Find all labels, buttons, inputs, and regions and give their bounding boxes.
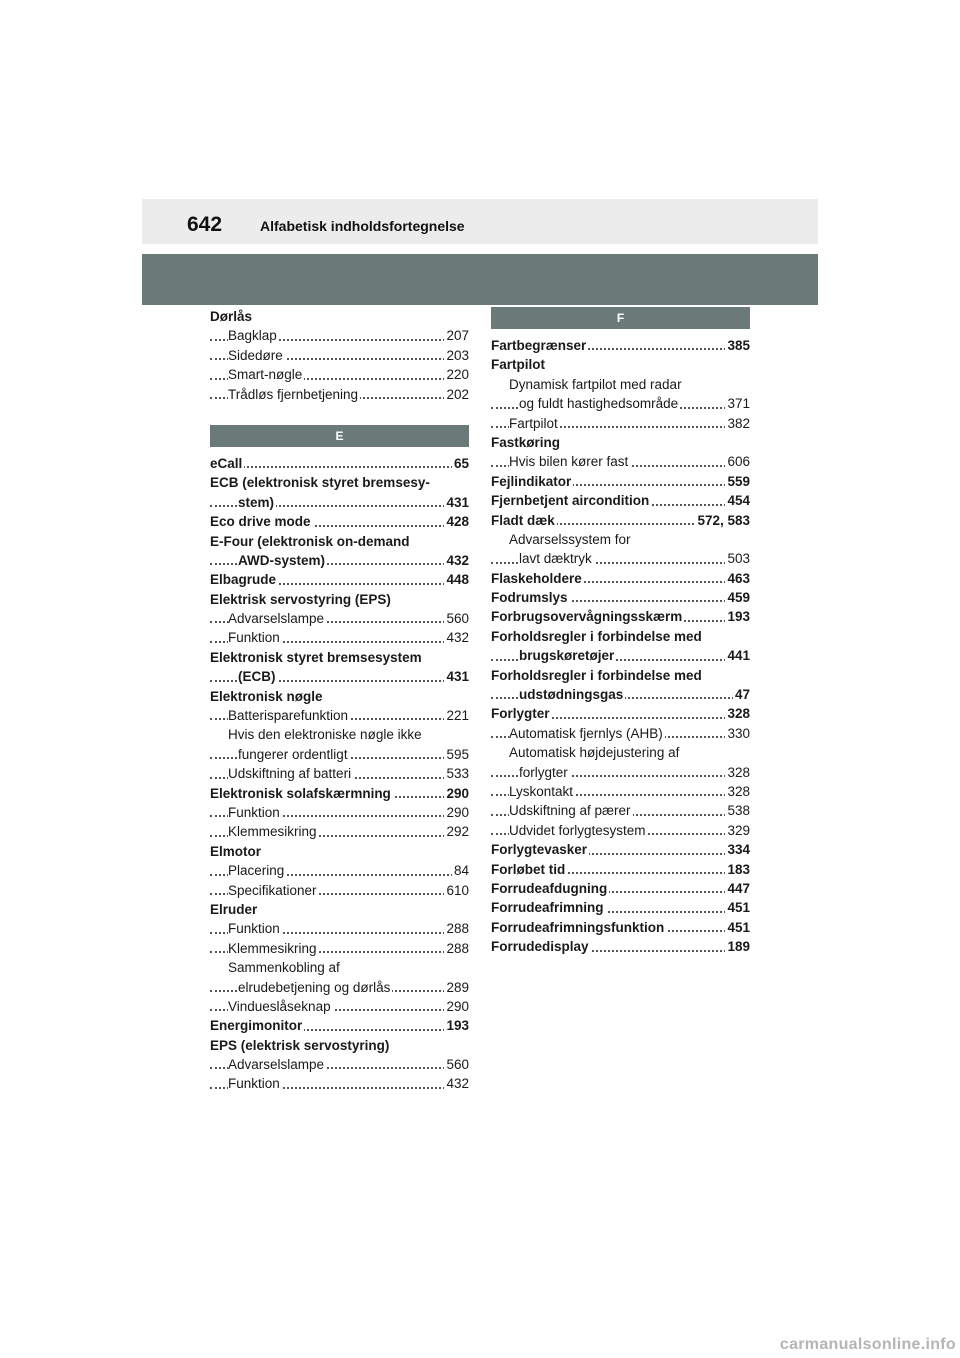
index-group-dorlas [210, 307, 469, 404]
index-entry-page: 559 [725, 472, 750, 491]
index-entry [210, 939, 469, 958]
index-entry-page: 385 [725, 336, 750, 355]
index-entry-page: 330 [725, 724, 750, 743]
index-entry [491, 452, 750, 471]
index-entry-page: 202 [444, 385, 469, 404]
index-entry-page: 290 [444, 803, 469, 822]
index-entry-page: 193 [444, 1016, 469, 1035]
index-entry-text: Fartpilot [491, 357, 545, 373]
index-entry [210, 570, 469, 589]
index-entry [210, 609, 469, 628]
index-entry-page: 371 [725, 394, 750, 413]
index-entry [210, 900, 469, 919]
index-group-e [210, 454, 469, 1094]
index-entry [210, 628, 469, 647]
index-entry [210, 307, 469, 326]
index-entry-text: brugskøretøjer [519, 648, 615, 664]
index-entry [491, 569, 750, 588]
index-entry-text: Udskiftning af batteri [228, 766, 352, 782]
index-entry-text: Elruder [210, 901, 258, 917]
index-entry-page: 65 [452, 454, 469, 473]
index-entry [491, 860, 750, 879]
index-entry [210, 551, 469, 570]
index-entry [210, 532, 469, 551]
index-entry-text: Fodrumslys [491, 590, 568, 606]
index-entry-text: Fejlindikator [491, 473, 572, 489]
index-entry [210, 385, 469, 404]
index-entry-text: Funktion [228, 804, 280, 820]
index-entry [491, 336, 750, 355]
index-entry-text: Vindueslåseknap [228, 998, 331, 1014]
index-entry [210, 861, 469, 880]
index-entry [491, 530, 750, 549]
index-entry-page: 328 [725, 763, 750, 782]
index-entry-text: Hvis den elektroniske nøgle ikke [228, 727, 422, 743]
index-entry-page: 610 [444, 881, 469, 900]
index-entry-page: 289 [444, 978, 469, 997]
index-entry-page: 448 [444, 570, 469, 589]
index-entry-text: EPS (elektrisk servostyring) [210, 1037, 390, 1053]
index-entry-page: 560 [444, 1055, 469, 1074]
index-entry-page: 290 [444, 784, 469, 803]
index-entry-text: Klemmesikring [228, 824, 317, 840]
index-entry [210, 454, 469, 473]
index-entry [491, 355, 750, 374]
index-entry [491, 743, 750, 762]
index-entry-page: 560 [444, 609, 469, 628]
index-entry [210, 365, 469, 384]
index-entry [210, 958, 469, 977]
index-entry-text: Forlygter [491, 706, 550, 722]
index-entry [210, 1055, 469, 1074]
index-entry-page: 221 [444, 706, 469, 725]
index-entry [491, 472, 750, 491]
index-entry-page: 203 [444, 346, 469, 365]
index-group-f [491, 336, 750, 957]
index-entry-text: lavt dæktryk [519, 551, 592, 567]
index-entry-page: 451 [725, 898, 750, 917]
index-entry-text: Forløbet tid [491, 861, 566, 877]
index-entry-text: (ECB) [238, 669, 276, 685]
index-entry-text: ECB (elektronisk styret bremsesy- [210, 475, 430, 491]
index-entry [210, 590, 469, 609]
index-entry-text: Funktion [228, 630, 280, 646]
page-header [142, 199, 818, 244]
index-entry-page: 183 [725, 860, 750, 879]
section-header-e: E [210, 425, 469, 447]
index-entry-text: udstødningsgas [519, 687, 624, 703]
page-number: 642 [187, 213, 223, 236]
index-column-right [491, 307, 750, 957]
index-entry-text: Smart-nøgle [228, 367, 303, 383]
index-entry-page: 431 [444, 493, 469, 512]
index-entry-text: Eco drive mode [210, 514, 311, 530]
index-entry [491, 666, 750, 685]
index-entry [491, 879, 750, 898]
index-entry [210, 725, 469, 744]
index-entry-page: 328 [725, 704, 750, 723]
index-entry [210, 706, 469, 725]
index-entry [491, 801, 750, 820]
index-entry-text: Fjernbetjent aircondition [491, 493, 650, 509]
index-entry-text: Elbagrude [210, 572, 277, 588]
index-entry-text: Advarselssystem for [509, 531, 631, 547]
index-entry-text: Forbrugsovervågningsskærm [491, 609, 683, 625]
index-entry-page: 292 [444, 822, 469, 841]
index-entry-text: Elektrisk servostyring (EPS) [210, 591, 391, 607]
index-entry-text: Batterisparefunktion [228, 708, 349, 724]
index-entry-page: 503 [725, 549, 750, 568]
index-entry-text: elrudebetjening og dørlås [238, 979, 391, 995]
index-entry [210, 997, 469, 1016]
index-entry-text: Forrudedisplay [491, 939, 589, 955]
index-entry [491, 782, 750, 801]
index-entry [491, 375, 750, 394]
index-entry-page: 606 [725, 452, 750, 471]
index-entry-page: 428 [444, 512, 469, 531]
index-entry [210, 1074, 469, 1093]
index-entry-text: Specifikationer [228, 882, 317, 898]
index-entry [210, 881, 469, 900]
index-entry-text: Bagklap [228, 328, 277, 344]
index-entry-text: Fastkøring [491, 434, 561, 450]
index-entry [491, 937, 750, 956]
page-title: Alfabetisk indholdsfortegnelse [260, 218, 465, 234]
index-entry-page: 84 [452, 861, 469, 880]
index-entry-text: Dynamisk fartpilot med radar [509, 376, 682, 392]
index-entry [491, 491, 750, 510]
index-entry-text: Automatisk højdejustering af [509, 745, 680, 761]
index-entry-text: Elektronisk nøgle [210, 688, 323, 704]
index-entry-text: forlygter [519, 764, 568, 780]
index-entry-text: Udvidet forlygtesystem [509, 822, 646, 838]
index-entry-page: 432 [444, 551, 469, 570]
index-entry-text: Advarselslampe [228, 1057, 325, 1073]
index-entry [210, 346, 469, 365]
index-entry [210, 473, 469, 492]
section-header-f: F [491, 307, 750, 329]
index-entry-page: 329 [725, 821, 750, 840]
index-entry-text: Trådløs fjernbetjening [228, 386, 359, 402]
index-entry-text: Sammenkobling af [228, 960, 340, 976]
index-entry-page: 288 [444, 919, 469, 938]
index-column-left [210, 307, 469, 1094]
index-entry-text: eCall [210, 455, 243, 471]
index-entry [491, 724, 750, 743]
index-entry [210, 822, 469, 841]
index-entry [491, 588, 750, 607]
index-entry-text: Forrudeafrimning [491, 900, 604, 916]
index-entry-page: 432 [444, 628, 469, 647]
index-entry-page: 533 [444, 764, 469, 783]
index-entry [210, 842, 469, 861]
index-entry [210, 326, 469, 345]
index-entry-page: 382 [725, 414, 750, 433]
index-entry-page: 441 [725, 646, 750, 665]
index-entry-text: Lyskontakt [509, 783, 574, 799]
index-entry-text: Elmotor [210, 843, 262, 859]
index-entry-page: 432 [444, 1074, 469, 1093]
index-entry [210, 764, 469, 783]
index-entry-text: Funktion [228, 1076, 280, 1092]
index-entry [491, 549, 750, 568]
index-entry-text: Placering [228, 863, 285, 879]
index-entry-text: fungerer ordentligt [238, 746, 348, 762]
index-entry [491, 763, 750, 782]
index-entry-page: 328 [725, 782, 750, 801]
index-entry [210, 978, 469, 997]
index-entry-text: Forholdsregler i forbindelse med [491, 628, 702, 644]
index-entry-text: Elektronisk solafskærmning [210, 785, 391, 801]
index-entry-text: Klemmesikring [228, 940, 317, 956]
index-entry-page: 454 [725, 491, 750, 510]
index-entry-text: Flaskeholdere [491, 570, 582, 586]
index-entry-text: Forlygtevasker [491, 842, 588, 858]
index-entry-text: Fladt dæk [491, 512, 555, 528]
index-entry-text: og fuldt hastighedsområde [519, 396, 679, 412]
index-entry [491, 627, 750, 646]
index-entry-text: Advarselslampe [228, 611, 325, 627]
index-entry [210, 667, 469, 686]
index-entry [491, 898, 750, 917]
index-entry [491, 821, 750, 840]
index-entry-page: 193 [725, 607, 750, 626]
index-entry [210, 803, 469, 822]
index-entry [491, 511, 750, 530]
index-entry-page: 189 [725, 937, 750, 956]
index-entry-text: Energimonitor [210, 1018, 303, 1034]
index-entry [491, 433, 750, 452]
index-entry [210, 648, 469, 667]
index-entry [491, 607, 750, 626]
index-entry-text: Forrudeafdugning [491, 880, 608, 896]
index-entry-text: Dørlås [210, 309, 253, 324]
index-entry-text: Udskiftning af pærer [509, 803, 631, 819]
index-entry-page: 451 [725, 918, 750, 937]
index-entry-page: 459 [725, 588, 750, 607]
index-entry-page: 334 [725, 840, 750, 859]
index-entry-text: AWD-system) [238, 552, 326, 568]
index-entry-page: 538 [725, 801, 750, 820]
index-entry-text: Elektronisk styret bremsesystem [210, 649, 422, 665]
header-band [142, 254, 818, 305]
index-entry-page: 595 [444, 745, 469, 764]
index-entry [491, 646, 750, 665]
index-entry-text: Funktion [228, 921, 280, 937]
index-entry [210, 784, 469, 803]
index-entry [491, 685, 750, 704]
index-entry-page: 463 [725, 569, 750, 588]
index-entry-text: Automatisk fjernlys (AHB) [509, 725, 663, 741]
dot-leader [210, 466, 469, 468]
index-entry-page: 220 [444, 365, 469, 384]
index-entry [491, 840, 750, 859]
index-entry-text: Hvis bilen kører fast [509, 454, 629, 470]
index-entry-page: 447 [725, 879, 750, 898]
index-entry-text: Fartbegrænser [491, 338, 587, 353]
index-entry-page: 207 [444, 326, 469, 345]
index-entry-text: E-Four (elektronisk on-demand [210, 533, 410, 549]
index-entry-page: 47 [733, 685, 750, 704]
index-entry-text: Forholdsregler i forbindelse med [491, 667, 702, 683]
index-entry [210, 919, 469, 938]
index-entry-page: 288 [444, 939, 469, 958]
index-entry [210, 512, 469, 531]
index-entry [491, 704, 750, 723]
index-entry-text: stem) [238, 494, 275, 510]
index-entry [210, 1036, 469, 1055]
index-entry-page: 290 [444, 997, 469, 1016]
index-entry [210, 493, 469, 512]
index-entry [210, 745, 469, 764]
index-entry [491, 414, 750, 433]
index-entry-text: Forrudeafrimningsfunktion [491, 919, 665, 935]
index-entry [491, 918, 750, 937]
index-entry [491, 394, 750, 413]
index-entry-text: Fartpilot [509, 415, 558, 431]
index-entry-page: 431 [444, 667, 469, 686]
index-entry [210, 687, 469, 706]
index-entry-text: Sidedøre [228, 347, 283, 363]
index-entry-page: 572, 583 [695, 511, 750, 530]
index-entry [210, 1016, 469, 1035]
watermark: carmanualsonline.info [779, 1336, 956, 1353]
